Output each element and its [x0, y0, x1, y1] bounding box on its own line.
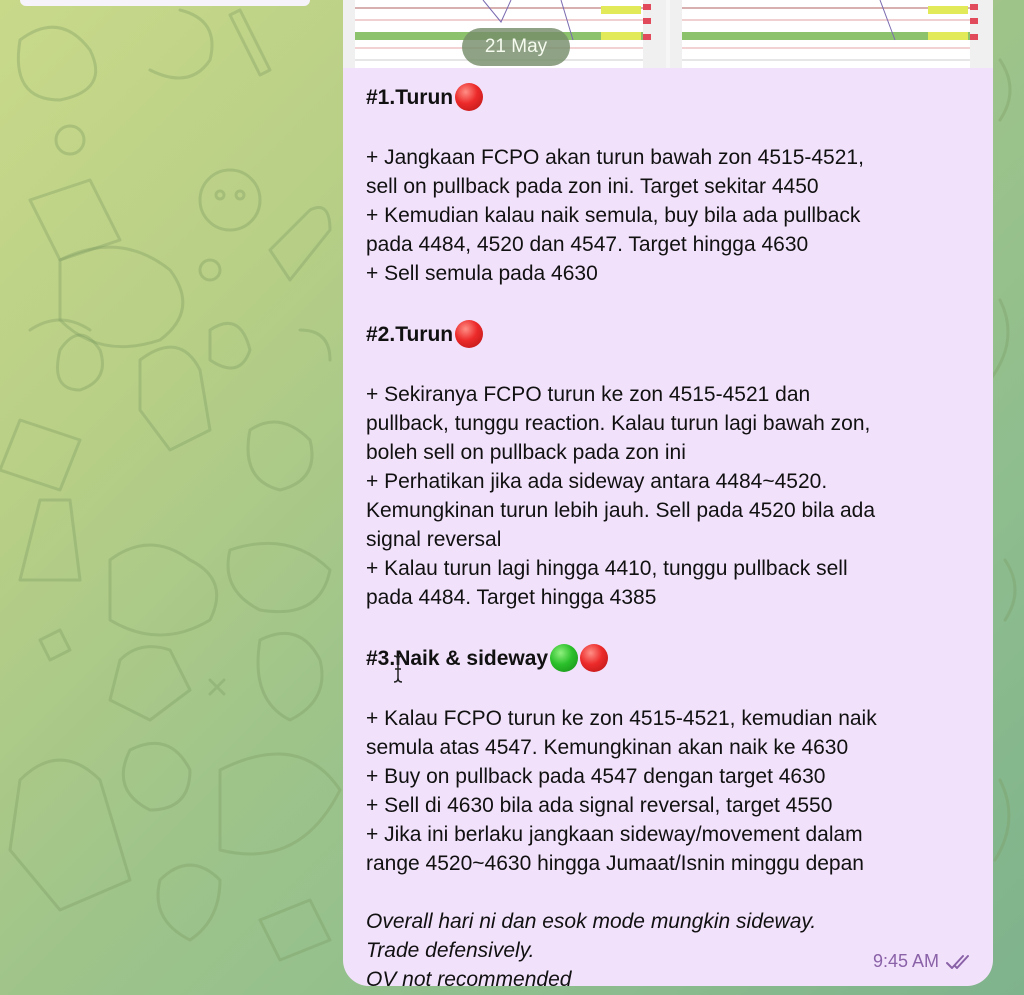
text-line: Kemungkinan turun lebih jauh. Sell pada 4520 bila ada	[366, 499, 876, 522]
message-time: 9:45 AM	[872, 951, 939, 971]
message-text	[366, 80, 976, 986]
double-check-icon	[945, 954, 971, 970]
text-line: + Kalau FCPO turun ke zon 4515-4521, kemudian naik	[366, 707, 877, 730]
text-line: boleh sell on pullback pada zon ini	[366, 441, 686, 464]
closing-line: Overall hari ni dan esok mode mungkin sideway.	[366, 910, 817, 933]
text-line: + Sell semula pada 4630	[366, 262, 598, 285]
text-cursor-icon	[392, 654, 404, 684]
chart-image-attachments[interactable]	[343, 0, 993, 68]
text-line: signal reversal	[366, 528, 502, 551]
date-separator-pill: 21 May	[462, 28, 570, 66]
closing-line: OV not recommended	[366, 968, 572, 986]
message-bubble[interactable]	[343, 0, 993, 986]
message-meta	[873, 951, 971, 972]
text-line: + Jika ini berlaku jangkaan sideway/movement dalam	[366, 823, 863, 846]
text-line: + Buy on pullback pada 4547 dengan target 4630	[366, 765, 826, 788]
green-circle-emoji-icon	[550, 644, 578, 672]
text-line: semula atas 4547. Kemungkinan akan naik ke 4630	[366, 736, 849, 759]
section-heading-2	[366, 317, 976, 351]
section-title-3: #3.Naik & sideway	[366, 646, 549, 670]
section-heading-3	[366, 641, 976, 675]
text-line: + Sell di 4630 bila ada signal reversal, target 4550	[366, 794, 833, 817]
text-line: pada 4484, 4520 dan 4547. Target hingga 4630	[366, 233, 809, 256]
text-line: pullback, tunggu reaction. Kalau turun lagi bawah zon,	[366, 412, 871, 435]
red-circle-emoji-icon	[580, 644, 608, 672]
chart-screenshot-2-graphic	[670, 0, 993, 68]
red-circle-emoji-icon	[455, 83, 483, 111]
text-line: + Jangkaan FCPO akan turun bawah zon 4515-4521,	[366, 146, 864, 169]
closing-line: Trade defensively.	[366, 939, 535, 962]
chart-screenshot-2[interactable]	[670, 0, 993, 68]
text-line: pada 4484. Target hingga 4385	[366, 586, 657, 609]
section-title-2: #2.Turun	[366, 322, 454, 346]
red-circle-emoji-icon	[455, 320, 483, 348]
text-line: + Kemudian kalau naik semula, buy bila ada pullback	[366, 204, 861, 227]
text-line: range 4520~4630 hingga Jumaat/Isnin minggu depan	[366, 852, 864, 875]
text-line: + Perhatikan jika ada sideway antara 4484~4520.	[366, 470, 828, 493]
text-line: + Kalau turun lagi hingga 4410, tunggu pullback sell	[366, 557, 848, 580]
text-line: sell on pullback pada zon ini. Target sekitar 4450	[366, 175, 819, 198]
previous-message-bubble-edge	[20, 0, 310, 6]
text-line: + Sekiranya FCPO turun ke zon 4515-4521 dan	[366, 383, 811, 406]
section-title-1: #1.Turun	[366, 85, 454, 109]
section-heading-1	[366, 80, 976, 114]
